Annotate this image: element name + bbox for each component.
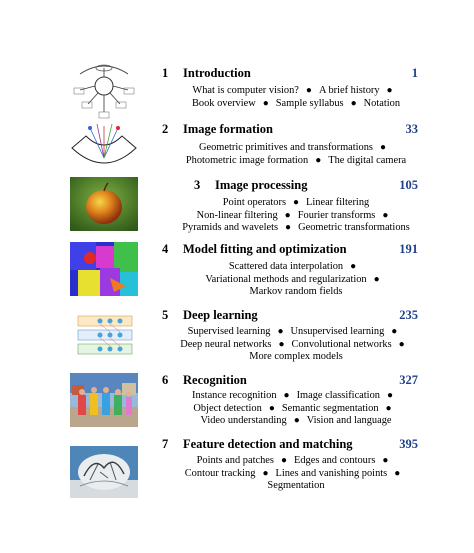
- bullet-icon: ●: [277, 326, 284, 337]
- chapter-number: 2: [162, 122, 169, 136]
- topic[interactable]: Deep neural networks: [180, 338, 272, 350]
- topic[interactable]: Scattered data interpolation: [228, 261, 344, 272]
- topic[interactable]: Sample syllabus: [275, 97, 344, 109]
- bullet-icon: ●: [350, 97, 357, 109]
- topic[interactable]: Video understanding: [200, 415, 287, 427]
- topic[interactable]: Vision and language: [306, 415, 392, 427]
- chapter-2-thumbnail: [70, 122, 138, 172]
- topic[interactable]: Edges and contours: [293, 455, 376, 466]
- chapter-number: 4: [162, 242, 169, 256]
- bullet-icon: ●: [292, 197, 300, 208]
- bullet-icon: ●: [262, 467, 269, 479]
- topic[interactable]: Object detection: [193, 402, 262, 414]
- chapter-6-thumbnail: [70, 373, 138, 427]
- chapter-topics: [166, 261, 426, 299]
- chapter-topics: [166, 455, 426, 493]
- topic[interactable]: Geometric transformations: [298, 222, 410, 234]
- topic[interactable]: Pyramids and wavelets: [182, 222, 279, 234]
- topic[interactable]: Book overview: [191, 97, 256, 109]
- chapter-7-thumbnail: [70, 446, 138, 498]
- topic[interactable]: Unsupervised learning: [290, 326, 385, 337]
- bullet-icon: ●: [382, 209, 389, 221]
- bullet-icon: ●: [305, 85, 312, 96]
- topic[interactable]: Point operators: [222, 197, 286, 208]
- bullet-icon: ●: [391, 326, 398, 337]
- topic[interactable]: Non-linear filtering: [196, 209, 278, 221]
- topic[interactable]: Convolutional networks: [291, 338, 392, 350]
- chapter-number: 5: [162, 308, 169, 322]
- chapter-title[interactable]: Deep learning: [183, 308, 258, 322]
- topic[interactable]: Supervised learning: [187, 326, 271, 337]
- topic[interactable]: Points and patches: [196, 455, 274, 466]
- bullet-icon: ●: [386, 390, 394, 401]
- bullet-icon: ●: [280, 455, 287, 466]
- topic[interactable]: Lines and vanishing points: [275, 467, 388, 479]
- topic[interactable]: Instance recognition: [191, 390, 277, 401]
- bullet-icon: ●: [283, 390, 290, 401]
- chapter-topics: [166, 197, 426, 235]
- chapter-page-number[interactable]: 191: [399, 242, 418, 256]
- topic[interactable]: Segmentation: [267, 480, 325, 492]
- chapter-title[interactable]: Feature detection and matching: [183, 437, 353, 451]
- chapter-page-number[interactable]: 395: [399, 437, 418, 451]
- topic[interactable]: Markov random fields: [249, 286, 343, 298]
- bullet-icon: ●: [315, 154, 322, 166]
- bullet-icon: ●: [262, 97, 269, 109]
- chapter-page-number[interactable]: 105: [399, 178, 418, 192]
- topic[interactable]: The digital camera: [328, 154, 407, 166]
- bullet-icon: ●: [386, 85, 393, 96]
- topic[interactable]: Semantic segmentation: [281, 402, 379, 414]
- chapter-5-thumbnail: [70, 302, 138, 360]
- chapter-topics: [166, 326, 426, 364]
- topic[interactable]: Image classification: [296, 390, 380, 401]
- chapter-topics: [166, 142, 426, 167]
- topic[interactable]: Photometric image formation: [185, 154, 309, 166]
- chapter-number: 6: [162, 373, 169, 387]
- bullet-icon: ●: [398, 338, 405, 350]
- chapter-4-thumbnail: [70, 242, 138, 296]
- bullet-icon: ●: [350, 261, 357, 272]
- chapter-page-number[interactable]: 235: [399, 308, 418, 322]
- bullet-icon: ●: [268, 402, 275, 414]
- topic[interactable]: More complex models: [249, 351, 343, 363]
- chapter-title[interactable]: Model fitting and optimization: [183, 242, 347, 256]
- bullet-icon: ●: [284, 209, 291, 221]
- chapter-title[interactable]: Image formation: [183, 122, 273, 136]
- chapter-3-thumbnail: [70, 177, 138, 231]
- chapter-title[interactable]: Introduction: [183, 66, 251, 80]
- topic[interactable]: Variational methods and regularization: [205, 273, 367, 285]
- chapter-title[interactable]: Recognition: [183, 373, 247, 387]
- bullet-icon: ●: [385, 402, 392, 414]
- topic[interactable]: Contour tracking: [184, 467, 256, 479]
- topic[interactable]: Linear filtering: [306, 197, 370, 208]
- chapter-page-number[interactable]: 327: [399, 373, 418, 387]
- bullet-icon: ●: [278, 338, 285, 350]
- chapter-page-number[interactable]: 1: [411, 66, 418, 80]
- chapter-title[interactable]: Image processing: [215, 178, 308, 192]
- chapter-1-thumbnail: [70, 56, 138, 124]
- bullet-icon: ●: [373, 273, 380, 285]
- bullet-icon: ●: [379, 142, 387, 153]
- chapter-number: 1: [162, 66, 169, 80]
- bullet-icon: ●: [293, 415, 300, 427]
- bullet-icon: ●: [285, 222, 292, 234]
- bullet-icon: ●: [382, 455, 389, 466]
- chapter-number: 7: [162, 437, 169, 451]
- topic[interactable]: What is computer vision?: [192, 85, 299, 96]
- topic[interactable]: Fourier transforms: [297, 209, 376, 221]
- topic[interactable]: A brief history: [318, 85, 380, 96]
- chapter-page-number[interactable]: 33: [405, 122, 418, 136]
- bullet-icon: ●: [394, 467, 401, 479]
- topic[interactable]: Geometric primitives and transformations: [198, 142, 373, 153]
- chapter-topics: [166, 85, 426, 110]
- chapter-topics: [166, 390, 426, 428]
- topic[interactable]: Notation: [363, 97, 401, 109]
- chapter-number: 3: [194, 178, 201, 192]
